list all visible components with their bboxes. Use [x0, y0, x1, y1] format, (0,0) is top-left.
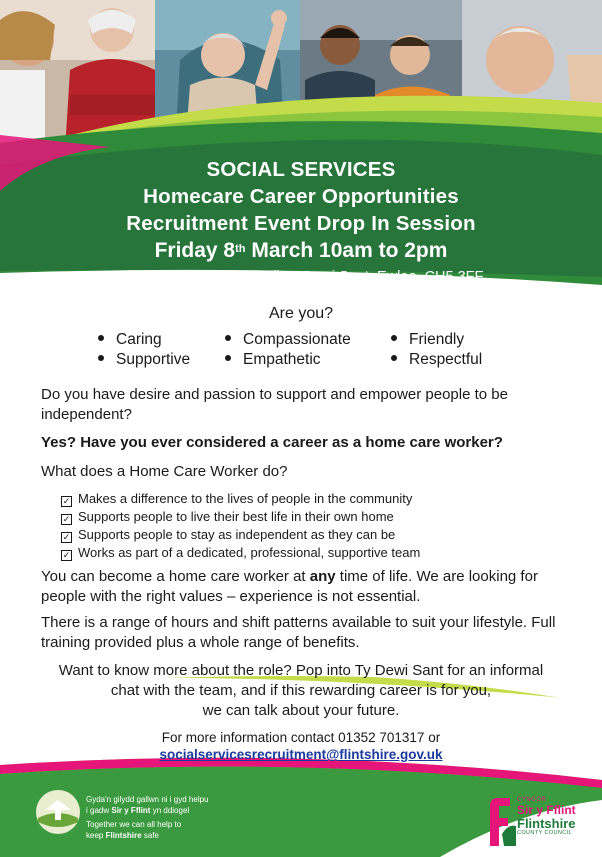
checkbox-icon: ✓	[62, 550, 71, 560]
tagline-welsh-part: yn ddiogel	[150, 805, 190, 815]
event-date-day: Friday 8	[154, 239, 236, 262]
bullet-icon	[98, 355, 104, 361]
event-date-time: March 10am to 2pm	[245, 239, 448, 262]
checkbox-icon: ✓	[62, 532, 71, 542]
more-info-paragraph	[30, 661, 572, 721]
hours-paragraph: There is a range of hours and shift patterns available to suit your lifestyle. Full training provided plus a whole range of benefits.	[41, 614, 556, 651]
trait-label: Caring	[116, 331, 162, 348]
duty-label: Supports people to live their best life in their own home	[78, 509, 394, 524]
bullet-icon	[225, 355, 231, 361]
contact-block	[0, 729, 602, 763]
tagline-english-part: keep	[86, 830, 106, 840]
bullet-icon	[98, 335, 104, 341]
department-title: SOCIAL SERVICES	[206, 158, 396, 181]
are-you-heading: Are you?	[268, 305, 334, 322]
bullet-icon	[225, 335, 231, 341]
trait-item	[98, 331, 162, 349]
trait-item	[225, 351, 321, 369]
logo-welsh-name: Sir y Fflint	[517, 803, 576, 817]
header-text	[0, 156, 602, 288]
tagline-english-county: Flintshire	[105, 830, 142, 840]
checkbox-icon: ✓	[62, 496, 71, 506]
more-info-line2: chat with the team, and if this rewarding career is for you,	[110, 682, 492, 699]
duties-heading: What does a Home Care Worker do?	[41, 463, 288, 480]
checkbox-icon: ✓	[62, 514, 71, 524]
trait-item	[391, 351, 482, 369]
contact-email-link[interactable]: socialservicesrecruitment@flintshire.gov.uk	[159, 747, 443, 762]
event-date-suffix: th	[235, 243, 246, 255]
event-venue: Flintshire County Council Ty Dewi Sant, Ewloe, CH5 3FF	[118, 269, 484, 285]
duty-label: Makes a difference to the lives of people in the community	[78, 491, 413, 506]
tagline-welsh-county: Sir y Fflint	[111, 805, 151, 815]
tagline-welsh-part: i gadw	[86, 805, 112, 815]
logo-cyngor-label: CYNGOR	[517, 797, 547, 803]
more-info-line1: Want to know more about the role? Pop into Ty Dewi Sant for an informal	[58, 662, 544, 679]
tagline-welsh-line1: Gyda'n gilydd gallwn ni i gyd helpu	[86, 795, 209, 804]
anytime-text-end: time of life. We are looking for people with the right values – experience is not essential.	[41, 568, 538, 605]
safety-campaign-logo	[33, 788, 83, 836]
trait-label: Friendly	[409, 331, 465, 348]
safety-tagline	[86, 795, 209, 841]
duty-label: Works as part of a dedicated, professional, supportive team	[78, 545, 421, 560]
tagline-english-line1: Together we can all help to	[86, 820, 182, 829]
duty-item	[61, 526, 420, 544]
duty-item	[61, 490, 420, 508]
event-title-line2: Recruitment Event Drop In Session	[126, 212, 476, 235]
trait-label: Respectful	[409, 351, 483, 368]
contact-text: For more information contact 01352 701317 or	[161, 730, 441, 745]
duty-item	[61, 544, 420, 562]
logo-english-name: Flintshire	[517, 816, 576, 831]
trait-item	[225, 331, 351, 349]
anytime-text-start: You can become a home care worker at	[41, 568, 310, 585]
flintshire-council-logo-text	[517, 797, 576, 837]
duty-item	[61, 508, 420, 526]
anytime-paragraph	[41, 567, 571, 607]
duties-list	[61, 490, 420, 562]
intro-paragraph: Do you have desire and passion to support and empower people to be independent?	[41, 386, 508, 423]
tagline-english-line2	[86, 831, 209, 842]
tagline-welsh-line2	[86, 806, 209, 817]
more-info-line3: we can talk about your future.	[202, 702, 400, 719]
career-question: Yes? Have you ever considered a career as a home care worker?	[41, 434, 503, 451]
anytime-emphasis: any	[309, 568, 336, 585]
duty-label: Supports people to stay as independent as they can be	[78, 527, 396, 542]
tagline-english-part: safe	[141, 830, 159, 840]
trait-label: Compassionate	[243, 331, 351, 348]
trait-label: Supportive	[116, 351, 191, 368]
event-title-line1: Homecare Career Opportunities	[143, 185, 459, 208]
bullet-icon	[391, 335, 397, 341]
bullet-icon	[391, 355, 397, 361]
trait-item	[98, 351, 190, 369]
trait-label: Empathetic	[243, 351, 321, 368]
event-date	[0, 237, 602, 265]
logo-county-council-label: COUNTY COUNCIL	[517, 830, 573, 836]
trait-item	[391, 331, 464, 349]
